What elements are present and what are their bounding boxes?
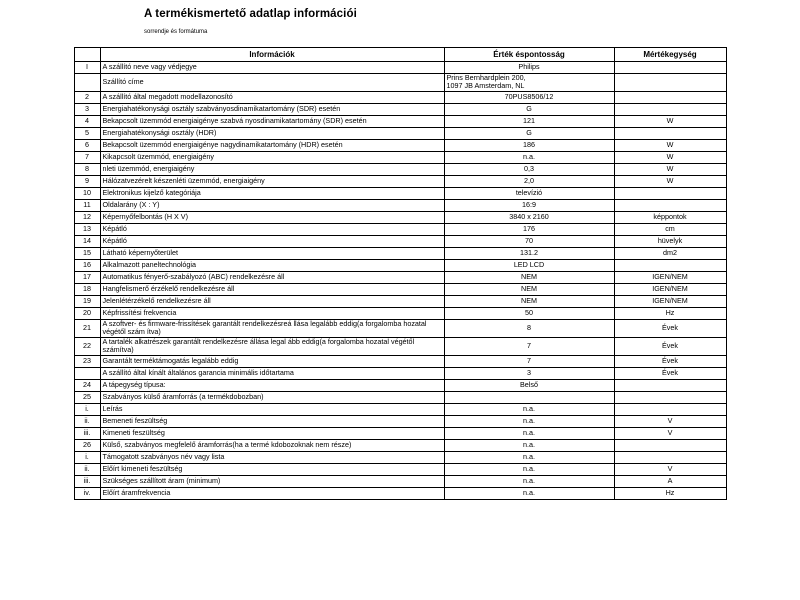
- table-row: [74, 127, 726, 139]
- row-label-cell: Támogatott szabványos név vagy lista: [100, 451, 444, 463]
- row-unit-cell: [614, 199, 726, 211]
- row-unit-cell: W: [614, 175, 726, 187]
- row-unit-cell: [614, 259, 726, 271]
- row-value-cell: LED LCD: [444, 259, 614, 271]
- table-row: [74, 175, 726, 187]
- row-unit-cell: Évek: [614, 337, 726, 355]
- table-row: [74, 337, 726, 355]
- table-row: [74, 247, 726, 259]
- row-unit-cell: [614, 403, 726, 415]
- row-unit-cell: A: [614, 475, 726, 487]
- row-index-cell: i.: [74, 451, 100, 463]
- row-index-cell: ii.: [74, 415, 100, 427]
- row-index-cell: [74, 74, 100, 92]
- row-label-cell: Szükséges szállított áram (minimum): [100, 475, 444, 487]
- table-body: [74, 62, 726, 500]
- row-value-cell: Philips: [444, 62, 614, 74]
- row-value-cell: 186: [444, 139, 614, 151]
- table-row: [74, 487, 726, 499]
- page-title: A termékismertető adatlap információi: [144, 8, 357, 20]
- row-value-cell: NEM: [444, 271, 614, 283]
- row-value-cell: 3: [444, 367, 614, 379]
- row-value-cell: 7: [444, 355, 614, 367]
- row-index-cell: 6: [74, 139, 100, 151]
- row-index-cell: 17: [74, 271, 100, 283]
- table-row: [74, 475, 726, 487]
- row-unit-cell: [614, 62, 726, 74]
- column-header-value: Érték éspontosság: [444, 48, 614, 62]
- row-index-cell: 3: [74, 103, 100, 115]
- row-value-cell: n.a.: [444, 463, 614, 475]
- row-label-cell: Bemeneti feszültség: [100, 415, 444, 427]
- table-row: [74, 139, 726, 151]
- row-value-cell: n.a.: [444, 403, 614, 415]
- row-label-cell: Elektronikus kijelző kategóriája: [100, 187, 444, 199]
- column-header-unit: Mértékegység: [614, 48, 726, 62]
- table-row: [74, 259, 726, 271]
- row-label-cell: Bekapcsolt üzemmód energiaigénye szabvá nyosdinamikatartomány (SDR) esetén: [100, 115, 444, 127]
- row-unit-cell: W: [614, 151, 726, 163]
- table-row: [74, 439, 726, 451]
- row-label-cell: Szabványos külső áramforrás (a termékdobozban): [100, 391, 444, 403]
- table-row: [74, 295, 726, 307]
- row-value-cell: 50: [444, 307, 614, 319]
- row-value-cell: Prins Bernhardplein 200, 1097 JB Amsterdam, NL: [444, 74, 614, 92]
- table-row: [74, 187, 726, 199]
- row-label-cell: A szoftver- és firmware-frissítések garantált rendelkezésreá llása legalább eddig(a forgalomba hozatal végétől szám ítva): [100, 319, 444, 337]
- table-row: [74, 391, 726, 403]
- table-row: [74, 463, 726, 475]
- row-label-cell: Szállító címe: [100, 74, 444, 92]
- row-value-cell: [444, 391, 614, 403]
- row-index-cell: 15: [74, 247, 100, 259]
- row-label-cell: Kikapcsolt üzemmód, energiaigény: [100, 151, 444, 163]
- row-label-cell: A szállító neve vagy védjegye: [100, 62, 444, 74]
- row-value-cell: 70: [444, 235, 614, 247]
- table-row: [74, 115, 726, 127]
- row-label-cell: Képátló: [100, 223, 444, 235]
- row-unit-cell: [614, 103, 726, 115]
- row-value-cell: 16:9: [444, 199, 614, 211]
- row-value-cell: n.a.: [444, 487, 614, 499]
- row-unit-cell: [614, 439, 726, 451]
- row-label-cell: Külső, szabványos megfelelő áramforrás(ha a termé kdobozoknak nem része): [100, 439, 444, 451]
- table-row: [74, 235, 726, 247]
- row-value-cell: 176: [444, 223, 614, 235]
- row-label-cell: Oldalarány (X : Y): [100, 199, 444, 211]
- row-index-cell: 14: [74, 235, 100, 247]
- table-row: [74, 283, 726, 295]
- row-unit-cell: V: [614, 415, 726, 427]
- row-index-cell: 26: [74, 439, 100, 451]
- table-row: [74, 199, 726, 211]
- table-row: [74, 403, 726, 415]
- table-row: [74, 415, 726, 427]
- row-index-cell: i.: [74, 403, 100, 415]
- row-index-cell: iv.: [74, 487, 100, 499]
- row-index-cell: 23: [74, 355, 100, 367]
- row-index-cell: 24: [74, 379, 100, 391]
- row-value-cell: NEM: [444, 295, 614, 307]
- row-index-cell: 16: [74, 259, 100, 271]
- row-value-cell: Belső: [444, 379, 614, 391]
- row-value-cell: 70PUS8506/12: [444, 91, 614, 103]
- row-index-cell: I: [74, 62, 100, 74]
- row-unit-cell: Évek: [614, 355, 726, 367]
- row-label-cell: nleti üzemmód, energiaigény: [100, 163, 444, 175]
- row-label-cell: Képernyőfelbontás (H X V): [100, 211, 444, 223]
- row-unit-cell: [614, 187, 726, 199]
- row-label-cell: Kimeneti feszültség: [100, 427, 444, 439]
- row-label-cell: Hangfelismerő érzékelő rendelkezésre áll: [100, 283, 444, 295]
- table-header-row: [74, 48, 726, 62]
- row-value-cell: televízió: [444, 187, 614, 199]
- row-index-cell: 12: [74, 211, 100, 223]
- row-unit-cell: [614, 379, 726, 391]
- row-unit-cell: V: [614, 427, 726, 439]
- row-value-cell: n.a.: [444, 151, 614, 163]
- row-label-cell: Garantált terméktámogatás legalább eddig: [100, 355, 444, 367]
- row-value-cell: 131.2: [444, 247, 614, 259]
- row-index-cell: 4: [74, 115, 100, 127]
- row-label-cell: Képátló: [100, 235, 444, 247]
- table-row: [74, 74, 726, 92]
- row-label-cell: A tartalék alkatrészek garantált rendelkezésre állása legal ább eddig(a forgalomba hozatal végétől számítva): [100, 337, 444, 355]
- table-row: [74, 427, 726, 439]
- row-index-cell: 19: [74, 295, 100, 307]
- table-row: [74, 151, 726, 163]
- table-row: [74, 367, 726, 379]
- row-value-cell: 121: [444, 115, 614, 127]
- table-row: [74, 307, 726, 319]
- table-row: [74, 211, 726, 223]
- row-index-cell: 9: [74, 175, 100, 187]
- row-label-cell: Automatikus fényerő-szabályozó (ABC) rendelkezésre áll: [100, 271, 444, 283]
- row-label-cell: A szállító által kínált általános garancia minimális időtartama: [100, 367, 444, 379]
- row-value-cell: 7: [444, 337, 614, 355]
- row-label-cell: Alkalmazott paneltechnológia: [100, 259, 444, 271]
- row-unit-cell: dm2: [614, 247, 726, 259]
- row-label-cell: Hálózatvezérelt készenléti üzemmód, energiaigény: [100, 175, 444, 187]
- table-row: [74, 223, 726, 235]
- row-unit-cell: V: [614, 463, 726, 475]
- table-row: [74, 451, 726, 463]
- row-label-cell: A tápegység típusa:: [100, 379, 444, 391]
- row-unit-cell: W: [614, 163, 726, 175]
- table-row: [74, 271, 726, 283]
- product-information-table: [74, 47, 727, 500]
- row-index-cell: 10: [74, 187, 100, 199]
- table-row: [74, 163, 726, 175]
- row-index-cell: 18: [74, 283, 100, 295]
- row-index-cell: 2: [74, 91, 100, 103]
- row-index-cell: 7: [74, 151, 100, 163]
- row-label-cell: Energiahatékonysági osztály szabványosdinamikatartomány (SDR) esetén: [100, 103, 444, 115]
- row-label-cell: Képfrissítési frekvencia: [100, 307, 444, 319]
- row-unit-cell: Évek: [614, 367, 726, 379]
- row-value-cell: 0,3: [444, 163, 614, 175]
- row-index-cell: 13: [74, 223, 100, 235]
- row-index-cell: iii.: [74, 475, 100, 487]
- table-row: [74, 62, 726, 74]
- row-label-cell: A szállító által megadott modellazonosító: [100, 91, 444, 103]
- page-subtitle: sorrendje és formátuma: [144, 29, 208, 35]
- row-index-cell: 5: [74, 127, 100, 139]
- table-row: [74, 91, 726, 103]
- row-value-cell: n.a.: [444, 475, 614, 487]
- table-row: [74, 355, 726, 367]
- row-label-cell: Látható képernyőterület: [100, 247, 444, 259]
- column-header-index: [74, 48, 100, 62]
- row-index-cell: [74, 367, 100, 379]
- row-index-cell: 20: [74, 307, 100, 319]
- row-index-cell: ii.: [74, 463, 100, 475]
- row-label-cell: Bekapcsolt üzemmód energiaigénye nagydinamikatartomány (HDR) esetén: [100, 139, 444, 151]
- row-index-cell: 21: [74, 319, 100, 337]
- row-value-cell: 8: [444, 319, 614, 337]
- row-unit-cell: W: [614, 115, 726, 127]
- row-unit-cell: IGEN/NEM: [614, 283, 726, 295]
- row-unit-cell: IGEN/NEM: [614, 295, 726, 307]
- row-index-cell: 11: [74, 199, 100, 211]
- table-row: [74, 319, 726, 337]
- table-row: [74, 379, 726, 391]
- row-unit-cell: Hz: [614, 487, 726, 499]
- row-label-cell: Energiahatékonysági osztály (HDR): [100, 127, 444, 139]
- row-index-cell: 22: [74, 337, 100, 355]
- row-unit-cell: hüvelyk: [614, 235, 726, 247]
- row-unit-cell: képpontok: [614, 211, 726, 223]
- row-unit-cell: Évek: [614, 319, 726, 337]
- row-value-cell: 2,0: [444, 175, 614, 187]
- row-label-cell: Leírás: [100, 403, 444, 415]
- row-label-cell: Előírt kimeneti feszültség: [100, 463, 444, 475]
- row-index-cell: iii.: [74, 427, 100, 439]
- row-unit-cell: [614, 127, 726, 139]
- row-unit-cell: [614, 74, 726, 92]
- row-unit-cell: IGEN/NEM: [614, 271, 726, 283]
- row-unit-cell: Hz: [614, 307, 726, 319]
- row-value-cell: n.a.: [444, 439, 614, 451]
- row-value-cell: n.a.: [444, 427, 614, 439]
- column-header-information: Információk: [100, 48, 444, 62]
- row-value-cell: n.a.: [444, 415, 614, 427]
- row-index-cell: 25: [74, 391, 100, 403]
- row-unit-cell: [614, 451, 726, 463]
- row-index-cell: 8: [74, 163, 100, 175]
- row-unit-cell: [614, 391, 726, 403]
- row-label-cell: Jelenlétérzékelő rendelkezésre áll: [100, 295, 444, 307]
- row-value-cell: n.a.: [444, 451, 614, 463]
- row-unit-cell: W: [614, 139, 726, 151]
- row-unit-cell: cm: [614, 223, 726, 235]
- row-label-cell: Előírt áramfrekvencia: [100, 487, 444, 499]
- row-value-cell: 3840 x 2160: [444, 211, 614, 223]
- row-value-cell: G: [444, 127, 614, 139]
- row-unit-cell: [614, 91, 726, 103]
- row-value-cell: G: [444, 103, 614, 115]
- table-row: [74, 103, 726, 115]
- row-value-cell: NEM: [444, 283, 614, 295]
